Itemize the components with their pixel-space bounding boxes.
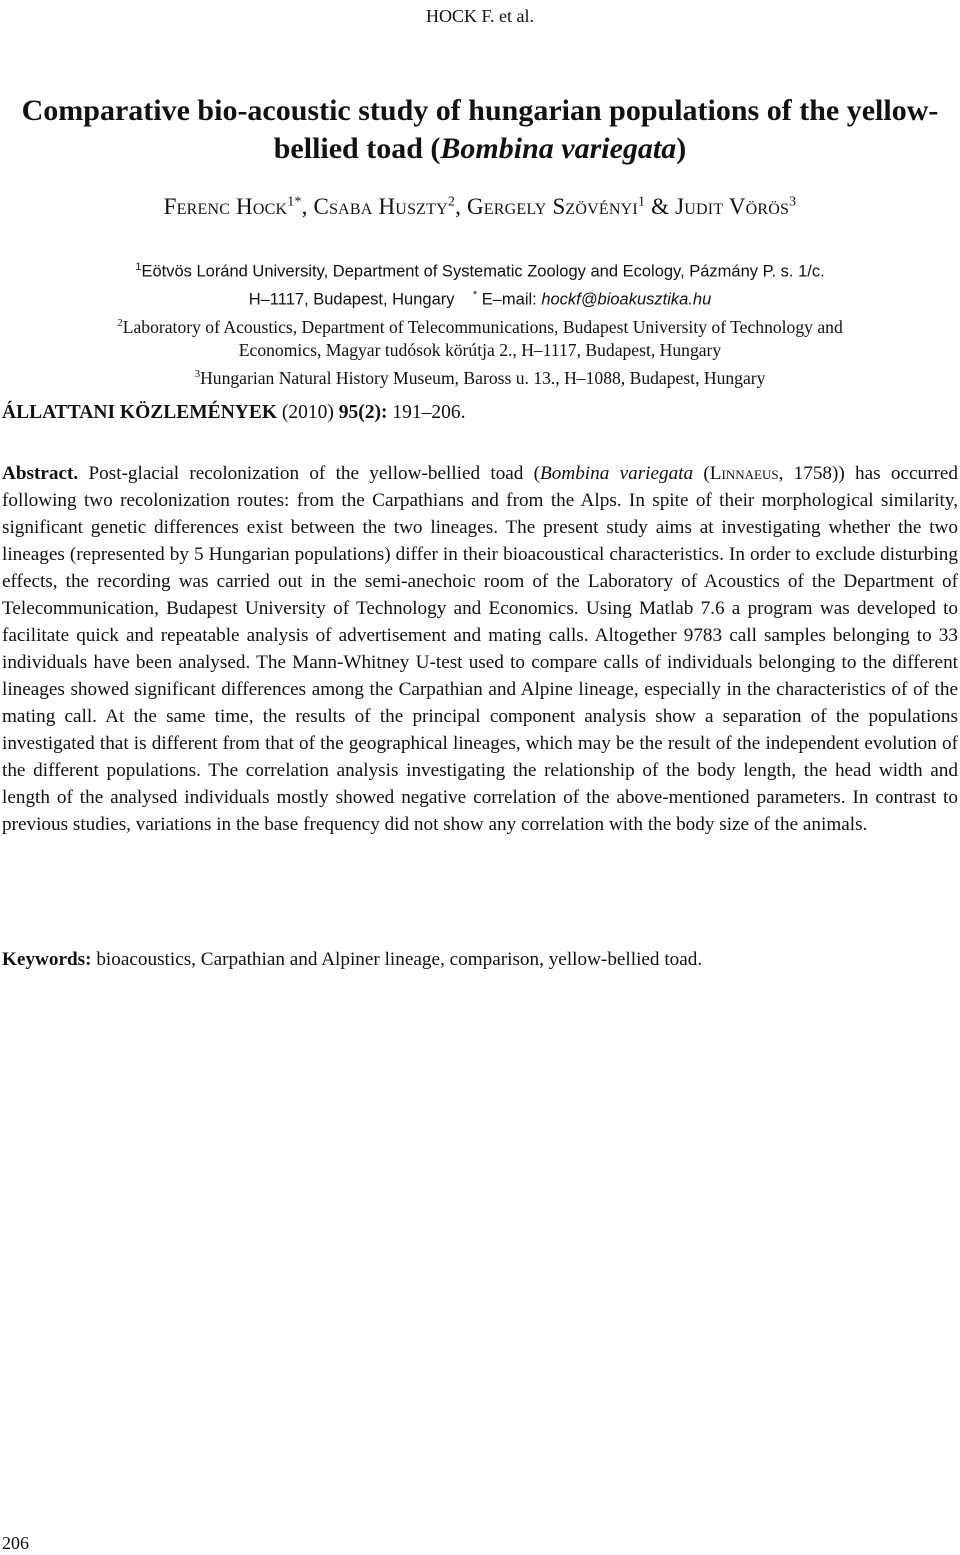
author-1-sup: 1*	[287, 194, 302, 210]
author-2: Csaba Huszty	[313, 194, 448, 219]
header-surname-smallcaps: OCK	[438, 6, 477, 26]
affiliation-3-sup: 3	[194, 367, 201, 380]
abstract-text-2: (	[693, 463, 710, 484]
author-3: Gergely Szövényi	[466, 194, 638, 219]
author-1: Ferenc Hock	[163, 194, 288, 219]
email-address[interactable]: hockf@bioakusztika.hu	[541, 290, 712, 309]
header-etal: F. et al.	[476, 6, 535, 26]
author-list: Ferenc Hock$^{1*}$, Csaba Huszty$^2$, Gergely Szövényi$^1$ & Judit Vörös$^3$	[163, 194, 797, 219]
affiliation-2-text: Laboratory of Acoustics, Department of Telecommunications, Budapest University of Technology and	[122, 316, 843, 337]
title-species: Bombina variegata	[440, 132, 677, 165]
author-4-sup: 3	[789, 194, 797, 210]
abstract-label: Abstract.	[2, 463, 79, 484]
author-2-sup: 2	[447, 194, 456, 210]
page-number: 206	[2, 1533, 29, 1553]
author-3-sup: 1	[637, 194, 646, 210]
journal-citation	[2, 402, 466, 424]
keywords-text: bioacoustics, Carpathian and Alpiner lineage, comparison, yellow-bellied toad.	[91, 949, 703, 970]
affiliation-2-sup: 2	[117, 317, 123, 329]
affiliation-1-line2	[0, 284, 960, 312]
abstract-species: Bombina variegata	[540, 463, 694, 484]
keywords-label: Keywords:	[2, 949, 92, 970]
title-close: )	[676, 132, 687, 165]
header-initial: H	[425, 6, 439, 26]
abstract-linnaeus: Linnaeus	[709, 463, 779, 484]
affiliation-2	[0, 312, 960, 339]
title-line-1: Comparative bio-acoustic study of hungarian populations of the yellow-	[21, 94, 939, 127]
email-label: E–mail:	[481, 290, 542, 309]
citation-issue: (2):	[358, 402, 393, 423]
affiliation-2-line2: Economics, Magyar tudósok körútja 2., H–1117, Budapest, Hungary	[238, 340, 722, 361]
affiliation-1-sup: 1	[135, 261, 142, 273]
author-ampersand: &	[645, 194, 676, 219]
affiliation-1-text: Eötvös Loránd University, Department of Systematic Zoology and Ecology, Pázmány P. s. 1/c.	[141, 262, 825, 281]
title-line-2: bellied toad (	[273, 132, 441, 165]
abstract-text-1: Post-glacial recolonization of the yellow-bellied toad (	[78, 463, 541, 484]
author-4: Judit Vörös	[675, 194, 790, 219]
keywords	[2, 946, 958, 973]
affiliation-1	[0, 256, 960, 284]
running-header	[0, 6, 960, 27]
affiliation-1-city: H–1117, Budapest, Hungary	[248, 290, 455, 309]
paper-title	[0, 92, 960, 168]
affiliation-3-text: Hungarian Natural History Museum, Baross u. 13., H–1088, Budapest, Hungary	[200, 367, 766, 388]
affiliation-3	[0, 363, 960, 390]
email-sup: *	[472, 289, 478, 301]
citation-volume: 95	[338, 402, 359, 423]
abstract-text-3: , 1758)) has occurred following two recolonization routes: from the Carpathians and from the Alps. In spite of their morphological similarity, significant genetic differences exist between the two lineages. The present study aims at investigating whether the two lineages (represented by 5 Hungarian populations) differ in their bioacoustical characteristics. In order to exclude disturbing effects, the recording was carried out in the semi-anechoic room of the Laboratory of Acoustics of the Department of Telecommunication, Budapest University of Technology and Economics. Using Matlab 7.6 a program was developed to facilitate quick and repeatable analysis of advertisement and mating calls. Altogether 9783 call samples belonging to 33 individuals have been analysed. The Mann-Whitney U-test used to compare calls of individuals belonging to the different lineages showed significant differences among the Carpathian and Alpine lineage, especially in the characteristics of of the mating call. At the same time, the results of the principal component analysis show a separation of the populations investigated that is different from that of the geographical lineages, which may be the result of the independent evolution of the different populations. The correlation analysis investigating the relationship of the body length, the head width and length of the analysed individuals mostly showed negative correlation of the above-mentioned parameters. In contrast to previous studies, variations in the base frequency did not show any correlation with the body size of the animals.	[2, 463, 959, 835]
citation-year: (2010)	[277, 402, 339, 423]
abstract	[2, 460, 958, 838]
citation-pages: 191–206.	[392, 402, 466, 423]
journal-name: ÁLLATTANI KÖZLEMÉNYEK	[2, 402, 278, 423]
affiliations	[0, 256, 960, 390]
